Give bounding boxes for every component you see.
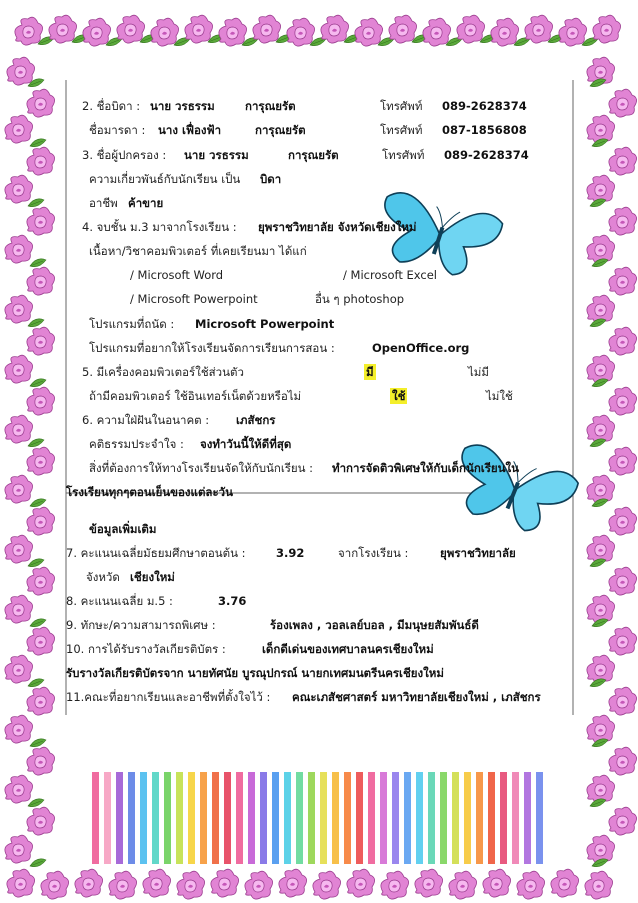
favorite-program-value: Microsoft Powerpoint [195,317,335,331]
mother-label: ชื่อมารดา : [89,123,146,137]
mother-surname: การุณยรัต [255,123,306,137]
father-label: 2. ชื่อบิดา : [82,99,141,113]
father-name: นาย วรธรรม [150,99,215,113]
subject-excel: / Microsoft Excel [343,268,437,282]
province-value: เชียงใหม่ [130,570,175,584]
subject-other: อื่น ๆ photoshop [315,292,405,306]
favorite-program-label: โปรแกรมที่ถนัด : [89,317,175,331]
phone-label: โทรศัพท์ [380,123,423,137]
own-computer-yes: มี [366,365,374,379]
occupation-value: ค้าขาย [128,196,164,210]
gpa-m5-label: 8. คะแนนเฉลี่ย ม.5 : [66,594,173,608]
wished-program-value: OpenOffice.org [372,341,470,355]
award-detail: รับรางวัลเกียรติบัตรจาก นายทัศนัย บูรณุปกรณ์ นายกเทศมนตรีนครเชียงใหม่ [66,666,444,680]
faculty-value: คณะเภสัชศาสตร์ มหาวิทยาลัยเชียงใหม่ , เภสัชกร [292,690,541,704]
dream-value: เภสัชกร [236,413,276,427]
dream-label: 6. ความใฝ่ฝันในอนาคต : [82,413,210,427]
motto-label: คติธรรมประจำใจ : [89,437,184,451]
school-request-value-cont: โรงเรียนทุกๆตอนเย็นของแต่ละวัน [66,485,233,499]
guardian-name: นาย วรธรรม [184,148,249,162]
own-computer-no: ไม่มี [468,365,489,379]
gpa-m5-value: 3.76 [218,594,247,608]
phone-label: โทรศัพท์ [382,148,425,162]
relation-label: ความเกี่ยวพันธ์กับนักเรียน เป็น [89,172,241,186]
father-phone: 089-2628374 [442,99,527,113]
father-surname: การุณยรัต [245,99,296,113]
phone-label: โทรศัพท์ [380,99,423,113]
subject-powerpoint: / Microsoft Powerpoint [130,292,258,306]
computer-subjects-label: เนื้อหา/วิชาคอมพิวเตอร์ ที่เคยเรียนมา ได้แก่ [89,244,307,258]
motto-value: จงทำวันนี้ให้ดีที่สุด [200,437,292,451]
gpa-lower-value: 3.92 [276,546,305,560]
own-computer-label: 5. มีเครื่องคอมพิวเตอร์ใช้ส่วนตัว [82,365,244,379]
mother-name: นาง เฟื่องฟ้า [158,123,222,137]
province-label: จังหวัด [86,570,120,584]
prev-school-value: ยุพราชวิทยาลัย จังหวัดเชียงใหม่ [258,220,417,234]
internet-no: ไม่ใช้ [486,389,513,403]
internet-label: ถ้ามีคอมพิวเตอร์ ใช้อินเทอร์เน็ตด้วยหรือไม่ [89,389,302,403]
skills-value: ร้องเพลง , วอลเลย์บอล , มีมนุษยสัมพันธ์ดี [270,618,479,632]
award-label: 10. การได้รับรางวัลเกียรติบัตร : [66,642,226,656]
prev-school-label: 4. จบชั้น ม.3 มาจากโรงเรียน : [82,220,237,234]
section-heading: ข้อมูลเพิ่มเติม [89,522,157,536]
guardian-surname: การุณยรัต [288,148,339,162]
faculty-label: 11.คณะที่อยากเรียนและอาชีพที่ตั้งใจไว้ : [66,690,271,704]
from-school-label: จากโรงเรียน : [338,546,409,560]
gpa-lower-label: 7. คะแนนเฉลี่ยมัธยมศึกษาตอนต้น : [66,546,246,560]
guardian-label: 3. ชื่อผู้ปกครอง : [82,148,167,162]
wished-program-label: โปรแกรมที่อยากให้โรงเรียนจัดการเรียนการสอน : [89,341,335,355]
subject-word: / Microsoft Word [130,268,224,282]
skills-label: 9. ทักษะ/ความสามารถพิเศษ : [66,618,216,632]
school-request-value: ทำการจัดติวพิเศษให้กับเด็กนักเรียนใน [332,461,519,475]
internet-yes: ใช้ [392,389,406,403]
relation-value: บิดา [260,172,282,186]
award-value: เด็กดีเด่นของเทศบาลนครเชียงใหม่ [262,642,434,656]
guardian-phone: 089-2628374 [444,148,529,162]
from-school-value: ยุพราชวิทยาลัย [440,546,516,560]
school-request-label: สิ่งที่ต้องการให้ทางโรงเรียนจัดให้กับนักเรียน : [89,461,314,475]
occupation-label: อาชีพ [89,196,118,210]
mother-phone: 087-1856808 [442,123,527,137]
